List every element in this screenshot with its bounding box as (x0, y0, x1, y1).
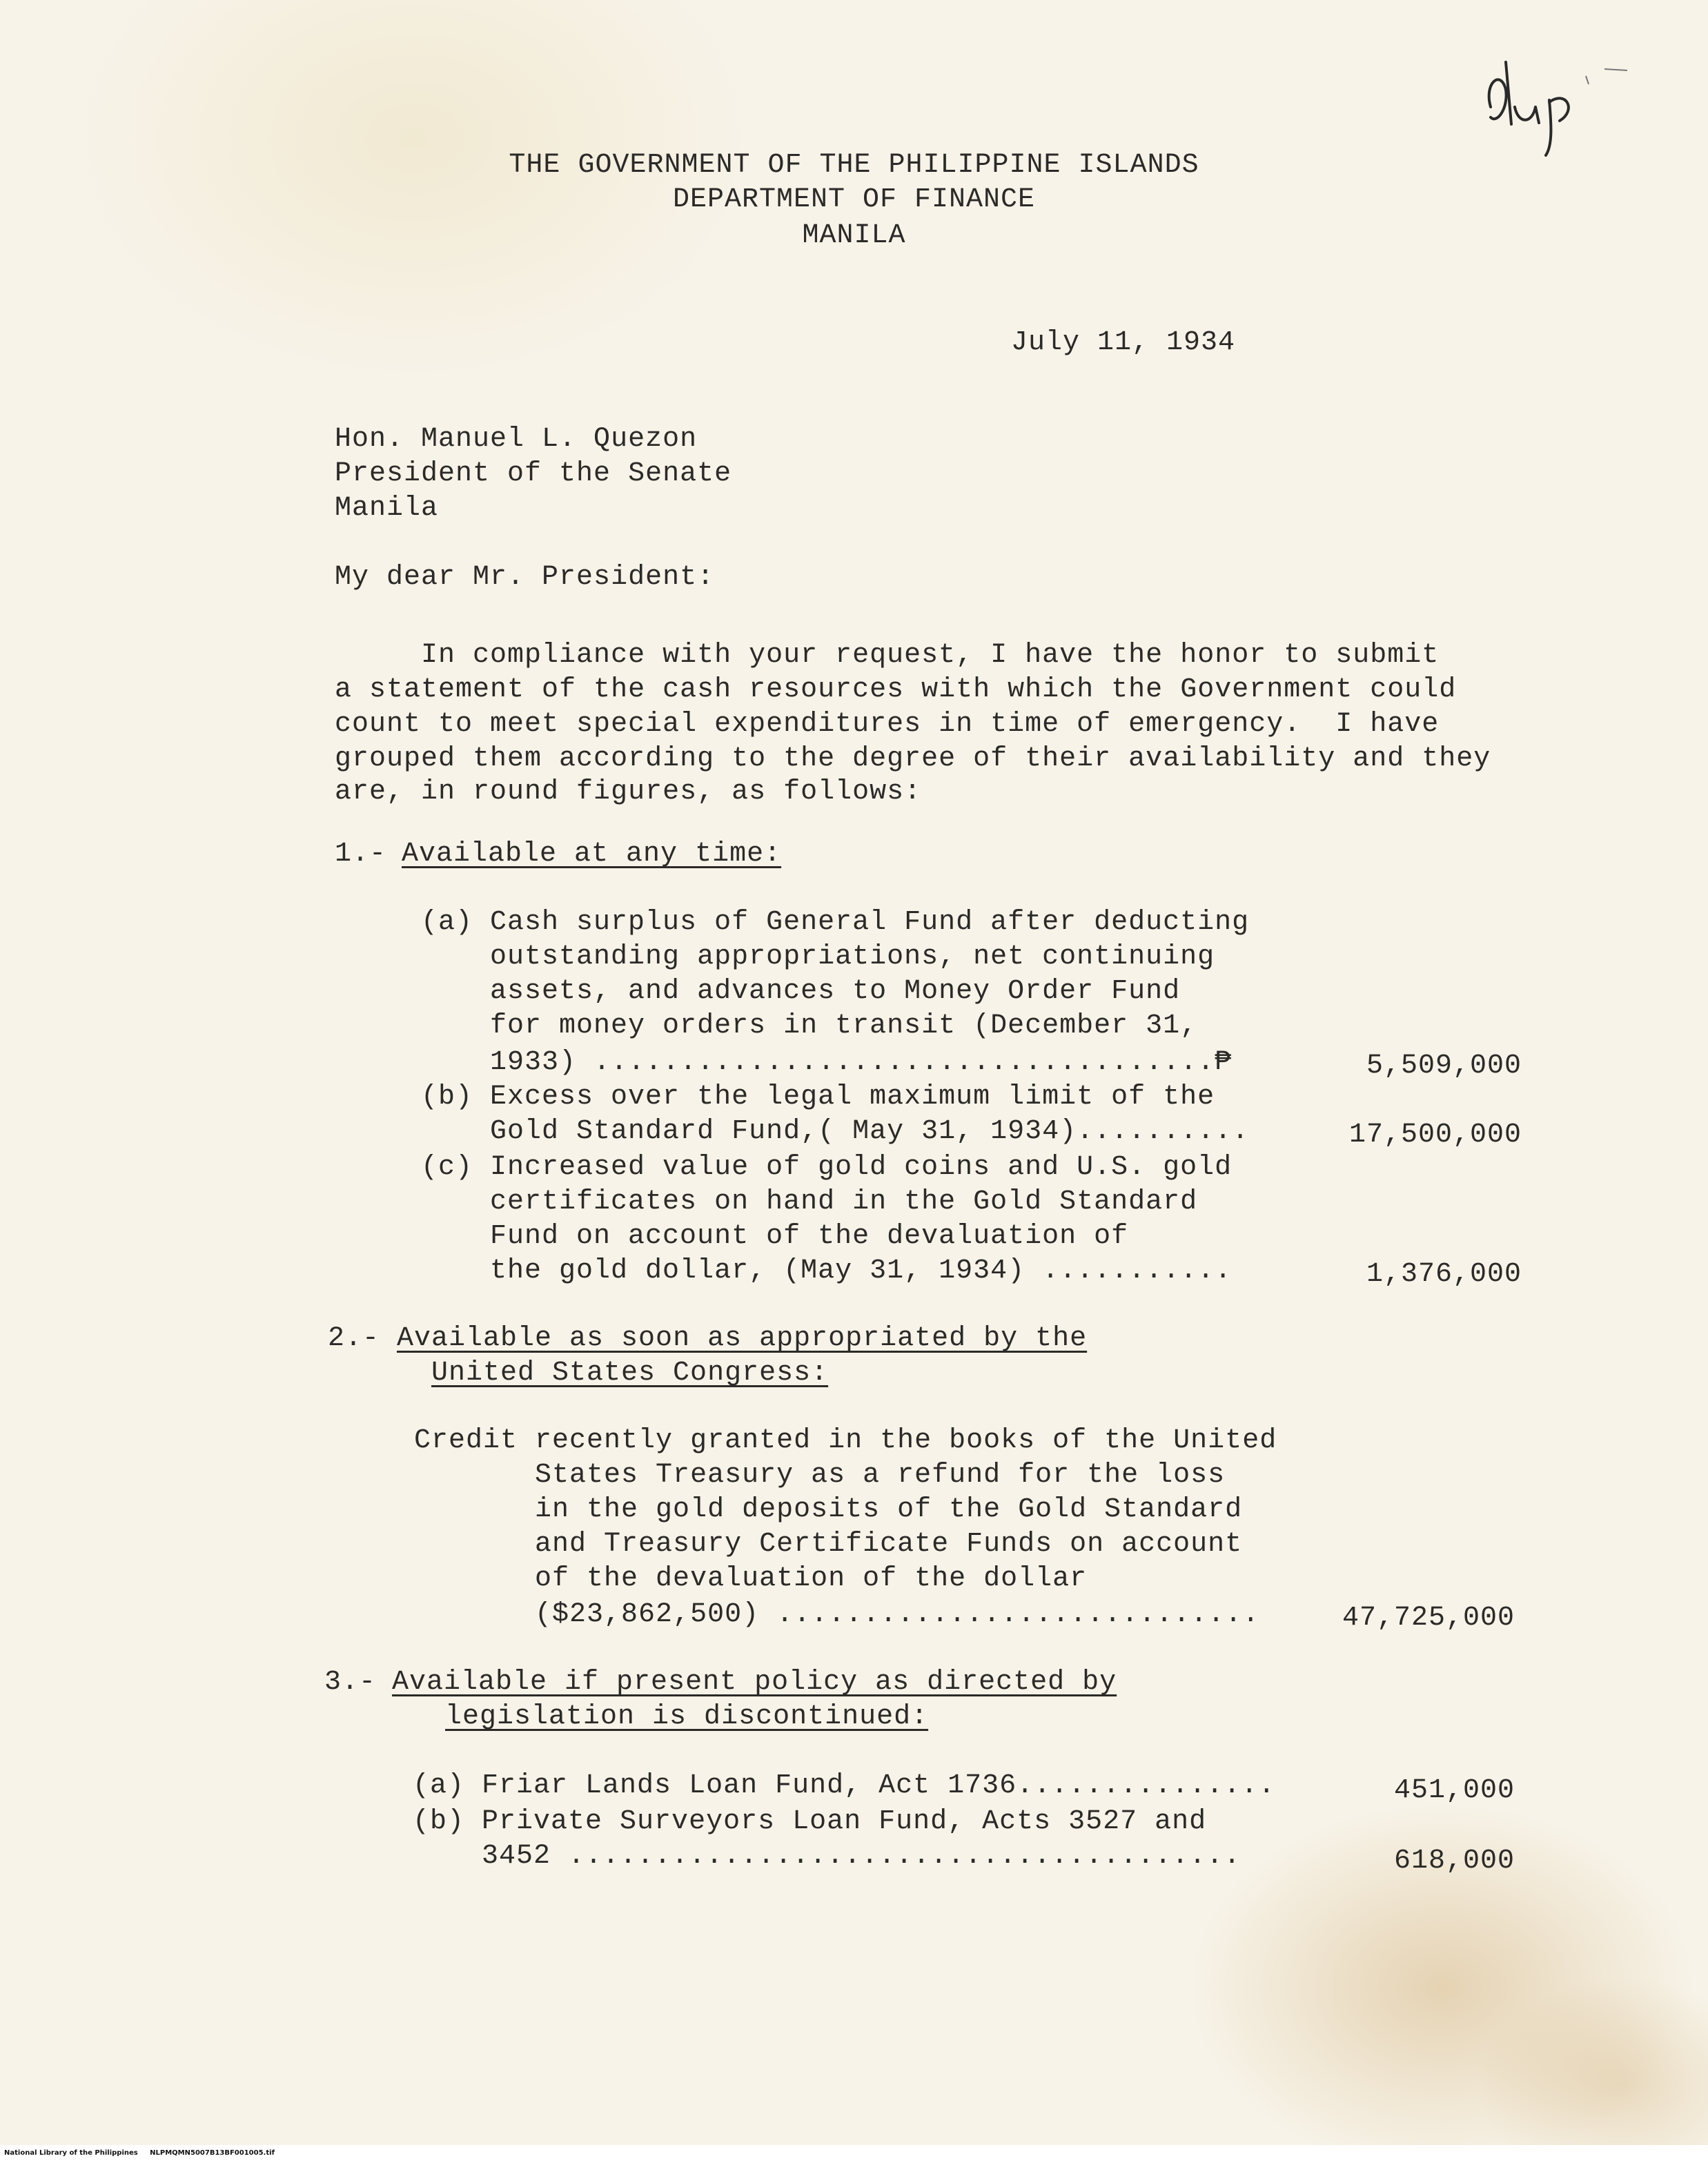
letterhead-line-1: THE GOVERNMENT OF THE PHILIPPINE ISLANDS (509, 150, 1199, 181)
item-1b-line: (b) Excess over the legal maximum limit of the (421, 1082, 1215, 1113)
item-1a-line: outstanding appropriations, net continuing (421, 941, 1215, 972)
item-1c-amount: 1,376,000 (1366, 1259, 1522, 1290)
item-3a-amount: 451,000 (1393, 1775, 1515, 1806)
item-1a-line: (a) Cash surplus of General Fund after deducting (421, 907, 1250, 938)
section-2-heading-line-2: United States Congress: (431, 1358, 829, 1389)
item-1a-amount: 5,509,000 (1366, 1050, 1522, 1082)
item-1c-line: Fund on account of the devaluation of (421, 1221, 1129, 1252)
intro-line: a statement of the cash resources with which the Government could (335, 674, 1457, 705)
addressee-name: Hon. Manuel L. Quezon (335, 424, 698, 455)
intro-line: grouped them according to the degree of their availability and they (335, 743, 1491, 774)
section-1-heading: Available at any time: (402, 839, 782, 870)
item-1c-line: certificates on hand in the Gold Standard (421, 1186, 1198, 1217)
section-3-heading-line-1: Available if present policy as directed by (392, 1667, 1117, 1698)
item-1b-amount: 17,500,000 (1348, 1119, 1522, 1151)
letterhead-line-3: MANILA (802, 220, 906, 251)
item-3b-amount: 618,000 (1393, 1846, 1515, 1877)
section-2-line: and Treasury Certificate Funds on account (414, 1529, 1243, 1560)
addressee-city: Manila (335, 493, 439, 524)
scan-footer-label: National Library of the Philippines NLPMQMN5007B13BF001005.tif (4, 2149, 275, 2157)
item-3a-line: (a) Friar Lands Loan Fund, Act 1736............... (413, 1770, 1276, 1801)
section-2-number: 2.- (328, 1323, 380, 1354)
item-3b-line: 3452 ....................................... (413, 1841, 1241, 1872)
intro-line: In compliance with your request, I have the honor to submit (335, 640, 1440, 671)
section-2-line: Credit recently granted in the books of the United (414, 1425, 1277, 1456)
handwritten-dup-note (1463, 41, 1629, 159)
section-3-number: 3.- (324, 1667, 377, 1698)
section-2-heading-line-1: Available as soon as appropriated by the (397, 1323, 1088, 1354)
section-2-amount: 47,725,000 (1342, 1603, 1515, 1634)
letterhead-line-2: DEPARTMENT OF FINANCE (672, 184, 1036, 215)
item-1b-line: Gold Standard Fund,( May 31, 1934).......... (421, 1116, 1250, 1147)
section-1-number: 1.- (335, 839, 387, 870)
item-1a-line: for money orders in transit (December 31, (421, 1010, 1198, 1041)
addressee-title: President of the Senate (335, 458, 732, 489)
section-2-line: of the devaluation of the dollar (414, 1563, 1088, 1594)
section-3-heading-line-2: legislation is discontinued: (445, 1701, 929, 1732)
item-1a-line: assets, and advances to Money Order Fund (421, 976, 1181, 1007)
salutation: My dear Mr. President: (335, 562, 715, 593)
section-2-line: States Treasury as a refund for the loss (414, 1460, 1226, 1491)
section-2-line: ($23,862,500) ............................ (414, 1599, 1260, 1630)
intro-line: are, in round figures, as follows: (335, 776, 922, 808)
letter-date: July 11, 1934 (1011, 327, 1236, 358)
item-3b-line: (b) Private Surveyors Loan Fund, Acts 3527 and (413, 1806, 1207, 1837)
item-1c-line: the gold dollar, (May 31, 1934) ........... (421, 1255, 1233, 1286)
item-1c-line: (c) Increased value of gold coins and U.S. gold (421, 1152, 1233, 1183)
item-1a-line: 1933) ....................................₱ (421, 1047, 1233, 1078)
section-2-line: in the gold deposits of the Gold Standard (414, 1494, 1243, 1525)
intro-line: count to meet special expenditures in time of emergency. I have (335, 709, 1440, 740)
